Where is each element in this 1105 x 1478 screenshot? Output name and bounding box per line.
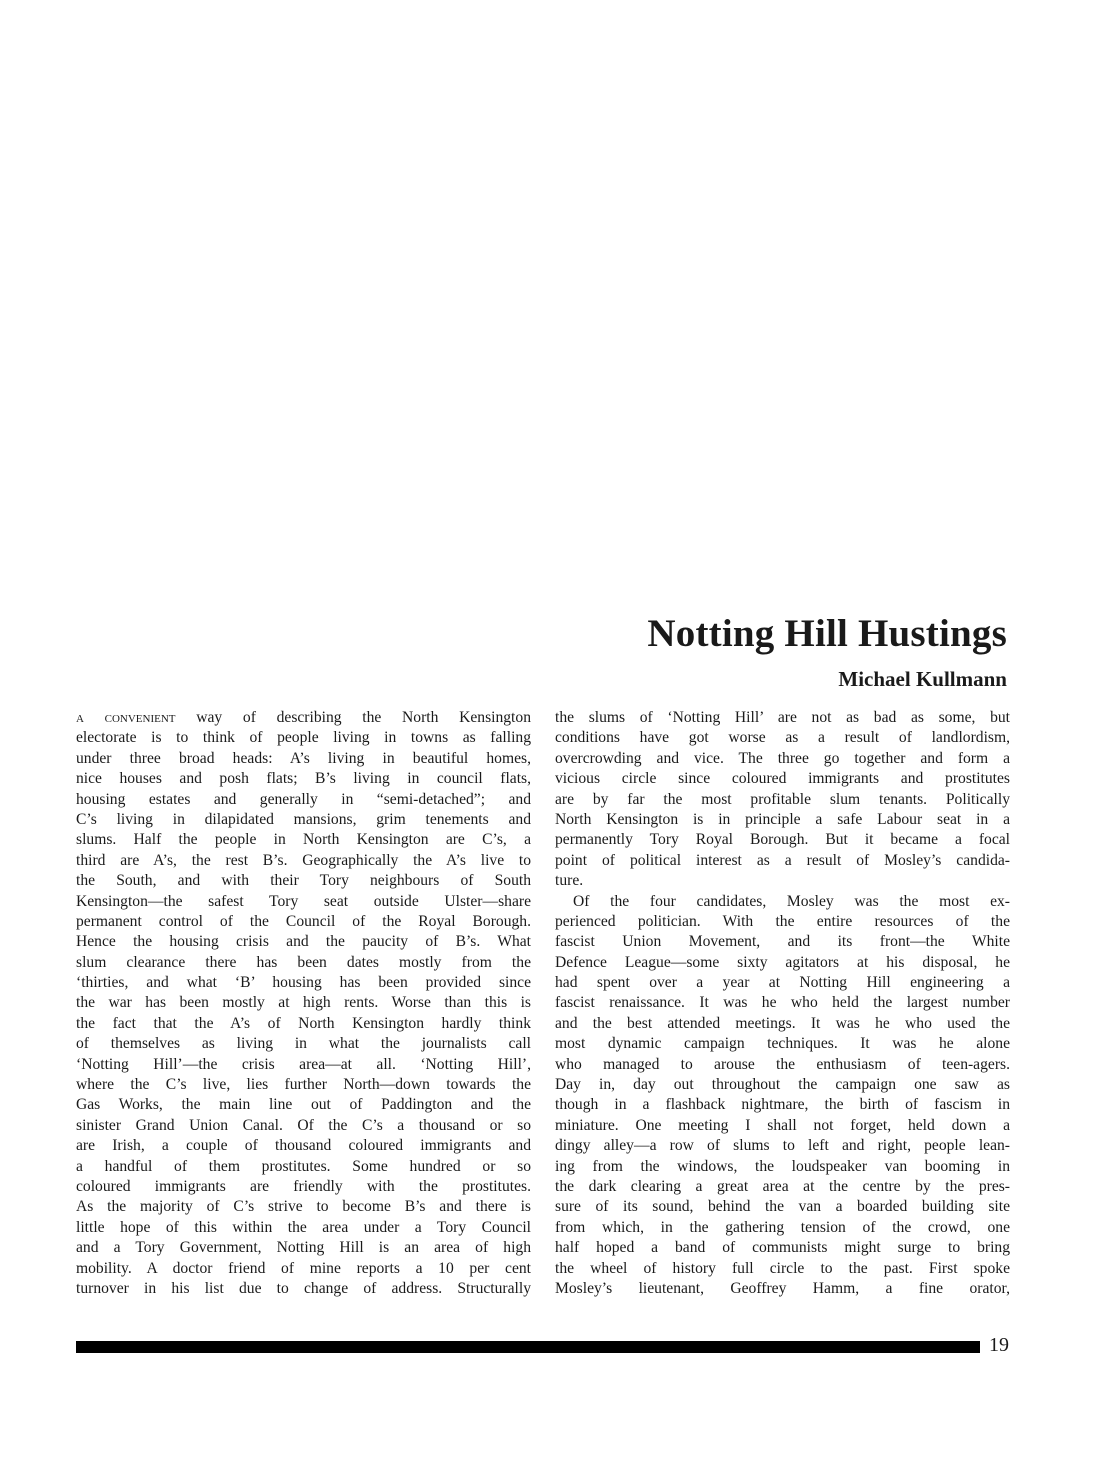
text-line: housing estates and generally in “semi-detached”; and [76, 790, 531, 808]
page-number: 19 [989, 1334, 1009, 1356]
text-line: turnover in his list due to change of address. Structurally [76, 1279, 531, 1297]
text-line: ‘thirties, and what ‘B’ housing has been provided since [76, 974, 531, 992]
text-line: are Irish, a couple of thousand coloured immigrants and [76, 1137, 531, 1155]
text-line: coloured immigrants are friendly with the prostitutes. [76, 1177, 531, 1195]
text-line: sure of its sound, behind the van a boarded building site [555, 1198, 1010, 1216]
text-line: electorate is to think of people living in towns as falling [76, 729, 531, 747]
text-line: the South, and with their Tory neighbours of South [76, 872, 531, 890]
lead-in-rest: way of describing the North Kensington [175, 709, 531, 726]
text-line: conditions have got worse as a result of landlordism, [555, 729, 1010, 747]
text-line: fascist Union Movement, and its front—the White [555, 933, 1010, 951]
text-line: the slums of ‘Notting Hill’ are not as bad as some, but [555, 709, 1010, 726]
text-line: North Kensington is in principle a safe Labour seat in a [555, 810, 1010, 828]
text-line: the war has been mostly at high rents. Worse than this is [76, 994, 531, 1012]
footer-rule [76, 1341, 980, 1353]
text-line: third are A’s, the rest B’s. Geographically the A’s live to [76, 851, 531, 869]
text-line: ‘Notting Hill’—the crisis area—at all. ‘Notting Hill’, [76, 1055, 531, 1073]
text-line: who managed to arouse the enthusiasm of teen-agers. [555, 1055, 1010, 1073]
text-line: slum clearance there has been dates mostly from the [76, 953, 531, 971]
text-line: under three broad heads: A’s living in beautiful homes, [76, 749, 531, 767]
right-column [555, 708, 1010, 1299]
text-line: Day in, day out throughout the campaign one saw as [555, 1076, 1010, 1094]
text-line: most dynamic campaign techniques. It was he alone [555, 1035, 1010, 1053]
text-line: though in a flashback nightmare, the birth of fascism in [555, 1096, 1010, 1114]
article-author: Michael Kullmann [838, 667, 1007, 691]
text-line: the wheel of history full circle to the past. First spoke [555, 1259, 1010, 1277]
text-line: Mosley’s lieutenant, Geoffrey Hamm, a fine orator, [555, 1279, 1010, 1297]
text-line: perienced politician. With the entire resources of the [555, 912, 1010, 930]
text-line: the fact that the A’s of North Kensington hardly think [76, 1014, 531, 1032]
text-line: Of the four candidates, Mosley was the most ex- [573, 892, 1010, 910]
text-line: Kensington—the safest Tory seat outside Ulster—share [76, 892, 531, 910]
text-line: Hence the housing crisis and the paucity of B’s. What [76, 933, 531, 951]
text-line: ing from the windows, the loudspeaker van booming in [555, 1157, 1010, 1175]
text-line: the dark clearing a great area at the centre by the pres- [555, 1177, 1010, 1195]
text-line [76, 708, 531, 728]
text-line: miniature. One meeting I shall not forget, held down a [555, 1116, 1010, 1134]
left-column [76, 708, 531, 1299]
text-line: ture. [555, 872, 584, 890]
text-line: As the majority of C’s strive to become B’s and there is [76, 1198, 531, 1216]
text-line: sinister Grand Union Canal. Of the C’s a thousand or so [76, 1116, 531, 1134]
text-line: half hoped a band of communists might surge to bring [555, 1239, 1010, 1257]
text-line: Gas Works, the main line out of Paddington and the [76, 1096, 531, 1114]
text-line: slums. Half the people in North Kensington are C’s, a [76, 831, 531, 849]
title-block [647, 610, 1007, 692]
article-title: Notting Hill Hustings [647, 612, 1007, 655]
text-line: little hope of this within the area under a Tory Council [76, 1218, 531, 1236]
text-line: of themselves as living in what the journalists call [76, 1035, 531, 1053]
text-line: vicious circle since coloured immigrants and prostitutes [555, 770, 1010, 788]
text-line: a handful of them prostitutes. Some hundred or so [76, 1157, 531, 1175]
text-line: point of political interest as a result of Mosley’s candida- [555, 851, 1010, 869]
text-line: and the best attended meetings. It was he who used the [555, 1014, 1010, 1032]
text-line: permanent control of the Council of the Royal Borough. [76, 912, 531, 930]
text-line: C’s living in dilapidated mansions, grim tenements and [76, 810, 531, 828]
text-line: fascist renaissance. It was he who held the largest number [555, 994, 1010, 1012]
text-line: where the C’s live, lies further North—down towards the [76, 1076, 531, 1094]
text-line: and a Tory Government, Notting Hill is an area of high [76, 1239, 531, 1257]
lead-in-smallcaps: a convenient [76, 709, 176, 726]
text-line: from which, in the gathering tension of the crowd, one [555, 1218, 1010, 1236]
text-line: mobility. A doctor friend of mine reports a 10 per cent [76, 1259, 531, 1277]
text-line: Defence League—some sixty agitators at his disposal, he [555, 953, 1010, 971]
text-line: are by far the most profitable slum tenants. Politically [555, 790, 1010, 808]
text-line: nice houses and posh flats; B’s living in council flats, [76, 770, 531, 788]
text-line: had spent over a year at Notting Hill engineering a [555, 974, 1010, 992]
text-line: permanently Tory Royal Borough. But it became a focal [555, 831, 1010, 849]
text-line: overcrowding and vice. The three go together and form a [555, 749, 1010, 767]
text-line: dingy alley—a row of slums to left and right, people lean- [555, 1137, 1010, 1155]
